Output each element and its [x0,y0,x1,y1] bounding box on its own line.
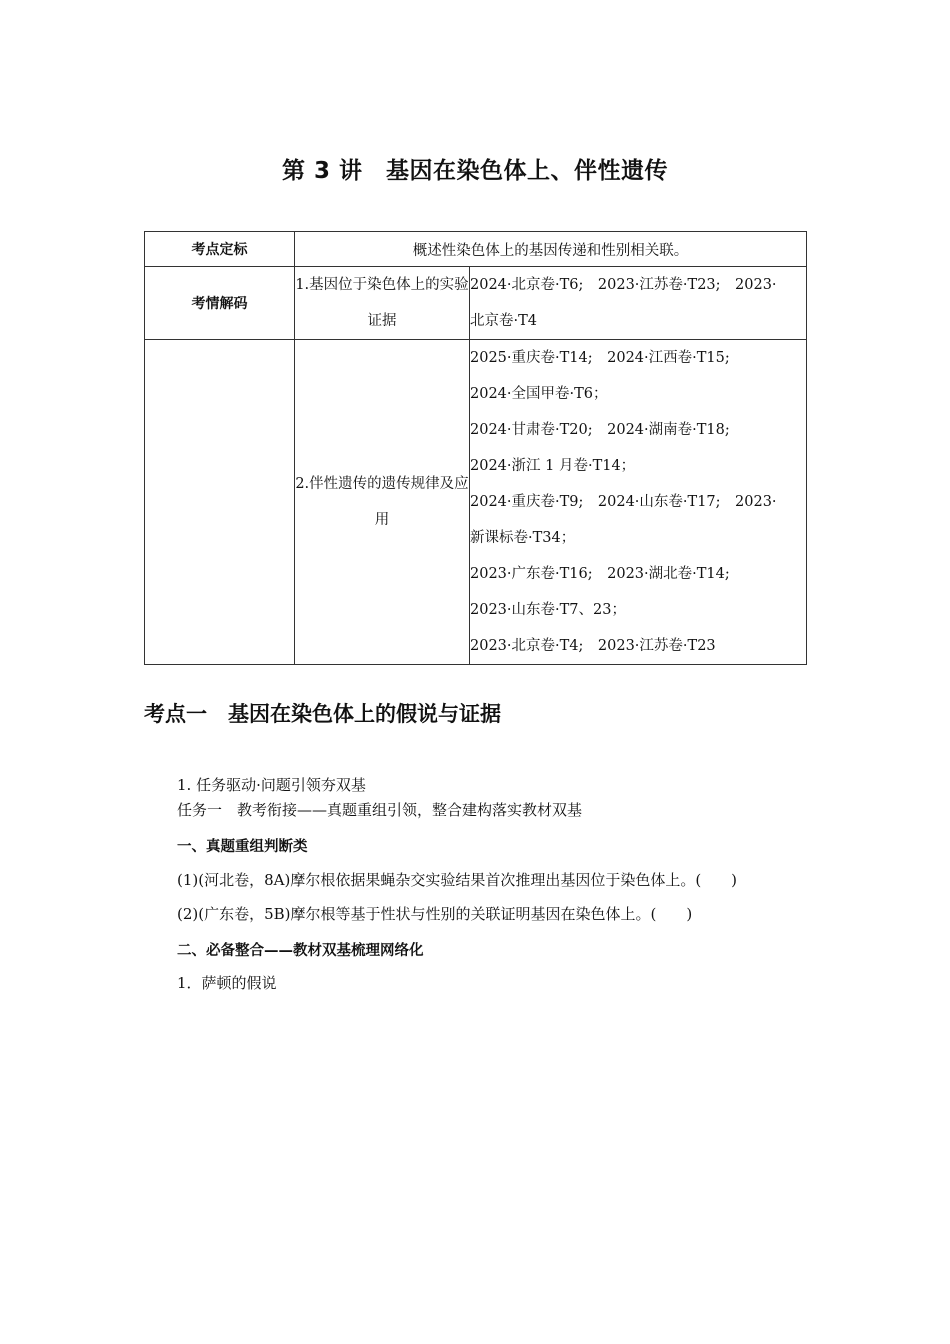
exam-info-table [144,231,807,665]
table-row [145,267,807,340]
ref-line: 2023·北京卷·T4; 2023·江苏卷·T23 [470,638,716,654]
ref-line: 2024·重庆卷·T9; 2024·山东卷·T17; 2023· [470,494,777,510]
ref-line: 2023·广东卷·T16; 2023·湖北卷·T14; [470,566,730,582]
page-title: 第 3 讲 基因在染色体上、伴性遗传 [281,158,669,184]
ref-line: 北京卷·T4 [470,313,538,329]
table-topic-cell: 1.基因位于染色体上的实验证据 [295,267,470,340]
table-refs-cell [470,340,807,665]
section-heading: 考点一 基因在染色体上的假说与证据 [144,702,501,726]
list-item-sutton-hypothesis: 1．萨顿的假说 [177,974,277,992]
table-label-cell: 考情解码 [145,267,295,340]
task-drive-line: 1. 任务驱动·问题引领夯双基 [177,776,366,794]
table-content-cell: 概述性染色体上的基因传递和性别相关联。 [295,232,807,267]
subheading-integration: 二、必备整合——教材双基梳理网络化 [177,943,424,959]
question-1: (1)(河北卷，8A)摩尔根依据果蝇杂交实验结果首次推理出基因位于染色体上。( ) [177,871,738,889]
table-topic-cell: 2.伴性遗传的遗传规律及应用 [295,340,470,665]
question-2: (2)(广东卷，5B)摩尔根等基于性状与性别的关联证明基因在染色体上。( ) [177,905,693,923]
ref-line: 2024·浙江 1 月卷·T14； [470,458,636,474]
table-label-cell [145,340,295,665]
table-row [145,232,807,267]
table-label-cell: 考点定标 [145,232,295,267]
ref-line: 2024·甘肃卷·T20; 2024·湖南卷·T18; [470,422,730,438]
ref-line: 2023·山东卷·T7、23； [470,602,626,618]
ref-line: 2024·全国甲卷·T6； [470,386,608,402]
task-one-line: 任务一 教考衔接——真题重组引领，整合建构落实教材双基 [177,801,583,819]
ref-line: 2025·重庆卷·T14; 2024·江西卷·T15; [470,350,730,366]
table-row [145,340,807,665]
subheading-true-questions: 一、真题重组判断类 [177,839,308,855]
table-refs-cell [470,267,807,340]
ref-line: 2024·北京卷·T6; 2023·江苏卷·T23; 2023· [470,277,777,293]
ref-line: 新课标卷·T34； [470,530,576,546]
